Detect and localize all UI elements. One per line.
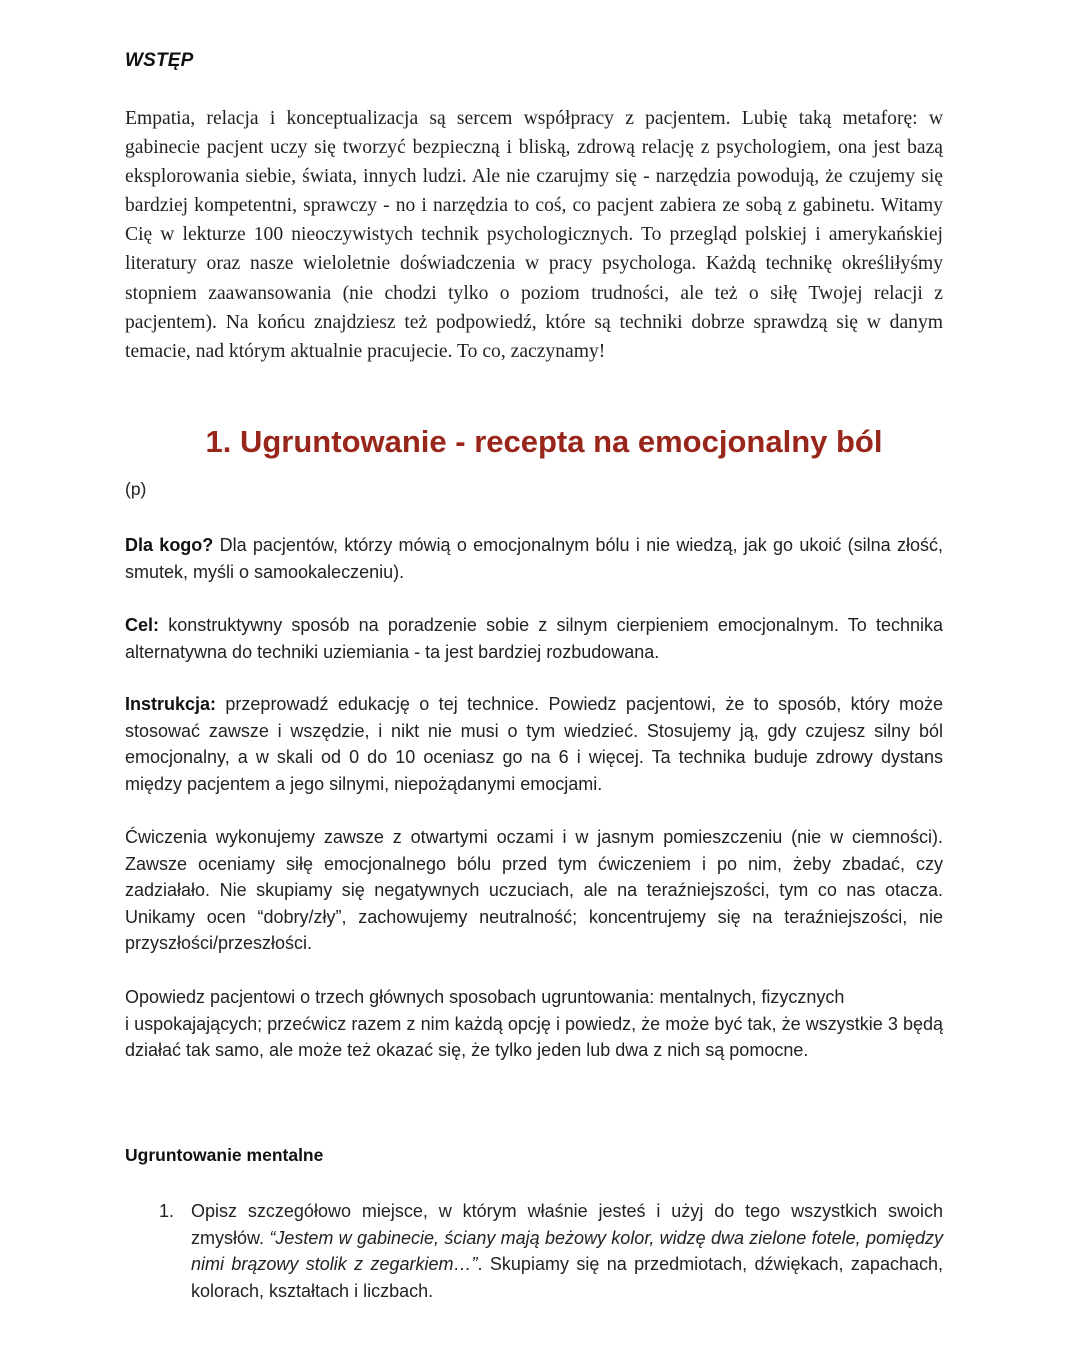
list-item-quote: “Jestem w gabinecie, ściany mają beżowy kolor, widzę dwa zielone fotele, pomiędzy nimi brązowy stolik z zegarkiem…” xyxy=(191,1227,944,1275)
for-whom-label: Dla kogo? xyxy=(125,535,214,555)
grounding-methods-rest: i uspokajających; przećwicz razem z nim każdą opcję i powiedz, że może być tak, że wszystkie 3 będą działać tak samo, ale może też okazać się, że tylko jeden lub dwa z nich są pomocne. xyxy=(125,1013,943,1061)
instruction-paragraph xyxy=(125,691,943,797)
section-title: 1. Ugruntowanie - recepta na emocjonalny ból xyxy=(205,424,883,459)
list-item-text-before: Opisz szczegółowo miejsce, w którym właśnie jesteś i użyj do tego wszystkich swoich zmysłów. xyxy=(191,1201,943,1248)
list-item-number: 1. xyxy=(159,1201,175,1221)
difficulty-level-tag: (p) xyxy=(125,479,147,499)
instruction-label: Instrukcja: xyxy=(125,694,217,714)
goal-paragraph xyxy=(125,612,943,665)
exercise-rules-paragraph: Ćwiczenia wykonujemy zawsze z otwartymi oczami i w jasnym pomieszczeniu (nie w ciemności). Zawsze oceniamy siłę emocjonalnego bólu przed tym ćwiczeniem i po nim, żeby zbadać, czy zadziałało. Nie skupiamy się negatywnych uczuciach, ale na teraźniejszości, tym co nas otacza. Unikamy ocen “dobry/zły”, zachowujemy neutralność; koncentrujemy się na teraźniejszości, nie przyszłości/przeszłości. xyxy=(125,827,943,954)
goal-text: konstruktywny sposób na poradzenie sobie z silnym cierpieniem emocjonalnym. To technika alternatywna do techniki uziemiania - ta jest bardziej rozbudowana. xyxy=(125,615,943,662)
list-item xyxy=(159,1198,943,1304)
list-item-text-after: . Skupiamy się na przedmiotach, dźwiękach, zapachach, kolorach, kształtach i liczbach. xyxy=(191,1254,943,1301)
mental-grounding-list xyxy=(159,1198,943,1304)
instruction-text: przeprowadź edukację o tej technice. Powiedz pacjentowi, że to sposób, który może stosować zawsze i wszędzie, i nikt nie musi o tym wiedzieć. Stosujemy ją, gdy czujesz silny ból emocjonalny, a w skali od 0 do 10 oceniasz go na 6 i więcej. Ta technika buduje zdrowy dystans między pacjentem a jego silnymi, niepożądanymi emocjami. xyxy=(125,694,943,794)
grounding-methods-paragraph xyxy=(125,984,943,1064)
grounding-methods-line1: Opowiedz pacjentowi o trzech głównych sposobach ugruntowania: mentalnych, fizycznych xyxy=(125,987,845,1007)
for-whom-paragraph xyxy=(125,532,943,585)
intro-heading: WSTĘP xyxy=(125,50,194,71)
subsection-heading: Ugruntowanie mentalne xyxy=(125,1145,324,1165)
for-whom-text: Dla pacjentów, którzy mówią o emocjonalnym bólu i nie wiedzą, jak go ukoić (silna złość, smutek, myśli o samookaleczeniu). xyxy=(125,535,943,582)
goal-label: Cel: xyxy=(125,615,160,635)
intro-paragraph: Empatia, relacja i konceptualizacja są sercem współpracy z pacjentem. Lubię taką metaforę: w gabinecie pacjent uczy się tworzyć bezpieczną i bliską, zdrową relację z psychologiem, ona jest bazą eksplorowania siebie, świata, innych ludzi. Ale nie czarujmy się - narzędzia powodują, że czujemy się bardziej kompetentni, sprawczy - no i narzędzia to coś, co pacjent zabiera ze sobą z gabinetu. Witamy Cię w lekturze 100 nieoczywistych technik psychologicznych. To przegląd polskiej i amerykańskiej literatury oraz nasze wieloletnie doświadczenia w pracy psychologa. Każdą technikę określiłyśmy stopniem zaawansowania (nie chodzi tylko o poziom trudności, ale też o siłę Twojej relacji z pacjentem). Na końcu znajdziesz też podpowiedź, które są techniki dobrze sprawdzą się w danym temacie, nad którym aktualnie pracujecie. To co, zaczynamy! xyxy=(125,108,943,362)
